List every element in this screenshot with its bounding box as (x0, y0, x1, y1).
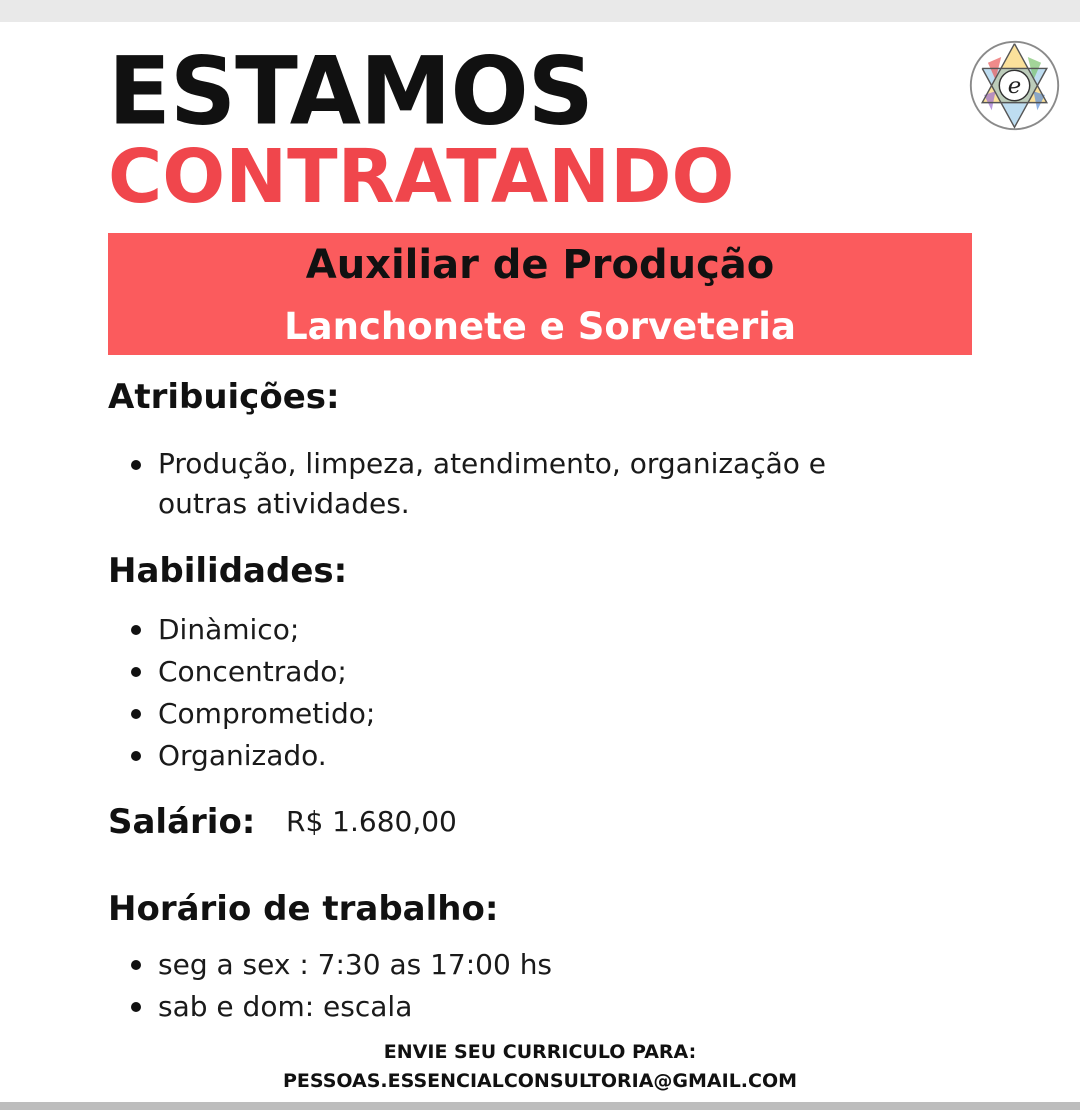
footer-email: PESSOAS.ESSENCIALCONSULTORIA@GMAIL.COM (282, 1070, 798, 1092)
habilidades-heading: Habilidades: (108, 551, 348, 591)
horario-heading: Horário de trabalho: (108, 889, 499, 929)
salario-value: R$ 1.680,00 (286, 805, 457, 838)
company-logo (967, 38, 1062, 133)
list-item: Organizado. (128, 735, 375, 777)
enneagram-e-logo-icon (967, 38, 1062, 133)
atribuicoes-list (128, 444, 918, 524)
svg-text:e: e (1007, 73, 1022, 100)
job-title: Auxiliar de Produção (305, 242, 775, 288)
atribuicoes-heading: Atribuições: (108, 377, 340, 417)
job-title-banner (108, 233, 972, 355)
list-item: sab e dom: escala (128, 986, 552, 1028)
headline-estamos: ESTAMOS (108, 36, 593, 147)
job-location: Lanchonete e Sorveteria (284, 305, 796, 348)
list-item: Comprometido; (128, 693, 375, 735)
list-item: Dinàmico; (128, 609, 375, 651)
list-item: Concentrado; (128, 651, 375, 693)
horario-list (128, 944, 552, 1028)
list-item: seg a sex : 7:30 as 17:00 hs (128, 944, 552, 986)
list-item: Produção, limpeza, atendimento, organização e outras atividades. (128, 444, 918, 524)
headline-contratando: CONTRATANDO (108, 134, 735, 220)
habilidades-list (128, 609, 375, 777)
bottom-strip (0, 1102, 1080, 1110)
job-posting-card (0, 22, 1080, 1102)
salario-label: Salário: (108, 802, 256, 842)
footer-cta: ENVIE SEU CURRICULO PARA: (383, 1041, 697, 1063)
